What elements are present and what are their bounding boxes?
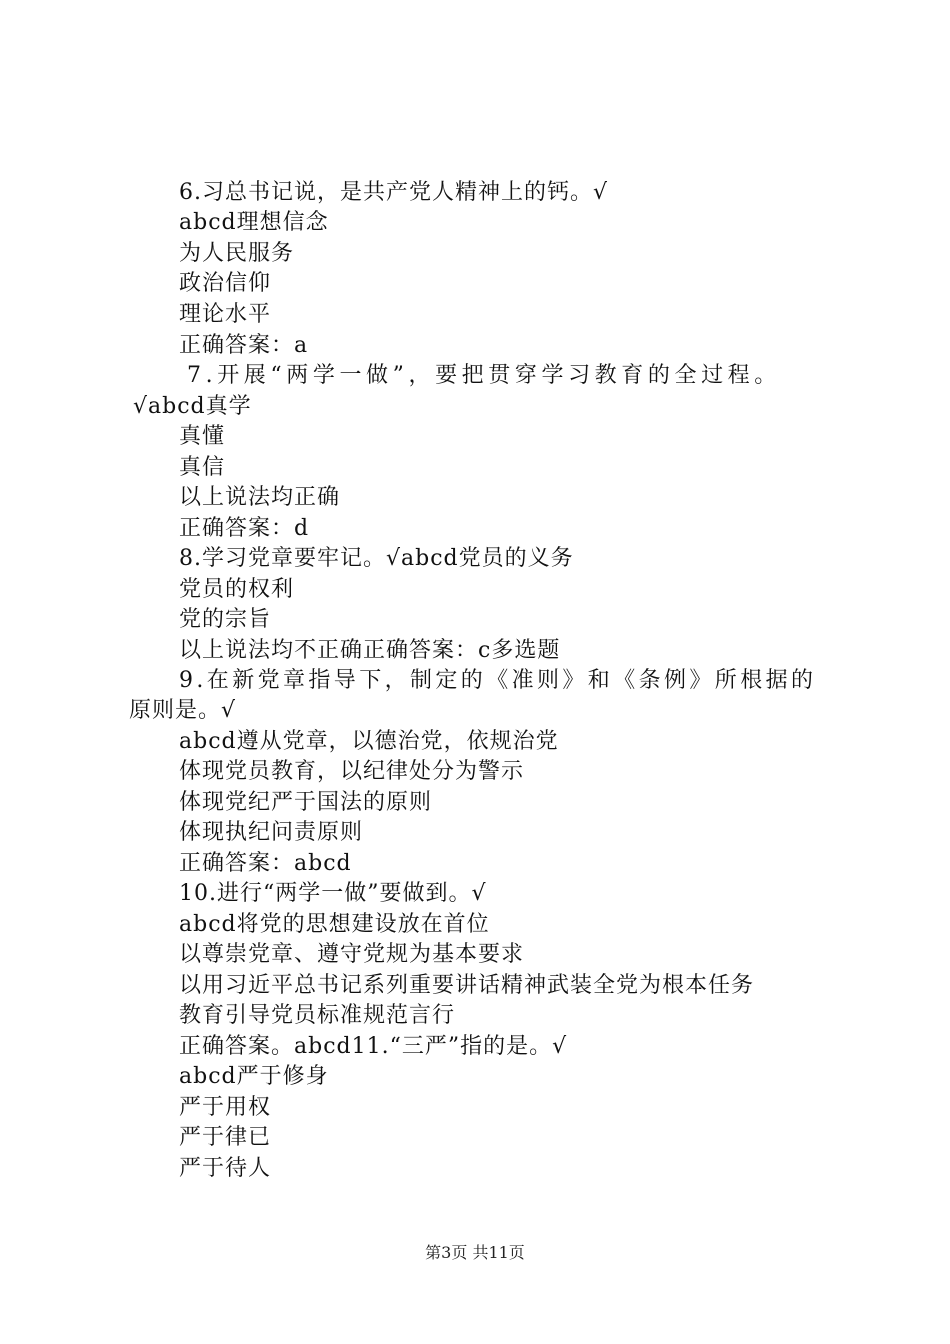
question-6-option-b: 为人民服务 — [179, 241, 295, 266]
question-6-option-a: abcd理想信念 — [179, 210, 329, 235]
question-11-option-b: 严于用权 — [179, 1095, 272, 1120]
question-9-option-d: 体现执纪问责原则 — [179, 820, 364, 845]
question-9-stem: 9.在新党章指导下，制定的《准则》和《条例》所根据的 — [179, 668, 817, 693]
question-10-option-d: 教育引导党员标准规范言行 — [179, 1003, 456, 1028]
question-10-option-b: 以尊崇党章、遵守党规为基本要求 — [179, 942, 525, 967]
question-8-option-c: 党的宗旨 — [179, 607, 272, 632]
question-7-option-c: 真信 — [179, 455, 226, 480]
question-9-option-a: abcd遵从党章，以德治党，依规治党 — [179, 729, 559, 754]
question-7-option-a: √abcd真学 — [133, 394, 252, 419]
question-6-option-c: 政治信仰 — [179, 271, 272, 296]
question-11-option-c: 严于律已 — [179, 1125, 272, 1150]
page-footer: 第3页 共11页 — [425, 1243, 525, 1262]
question-8-option-b: 党员的权利 — [179, 577, 295, 602]
question-8-option-d-answer: 以上说法均不正确正确答案：c多选题 — [179, 638, 561, 663]
question-8-stem: 8.学习党章要牢记。√abcd党员的义务 — [179, 546, 574, 571]
question-9-option-b: 体现党员教育，以纪律处分为警示 — [179, 759, 525, 784]
question-10-option-c: 以用习近平总书记系列重要讲话精神武装全党为根本任务 — [179, 973, 755, 998]
question-6-answer: 正确答案：a — [179, 333, 309, 358]
question-7-option-b: 真懂 — [179, 424, 226, 449]
question-10-option-a: abcd将党的思想建设放在首位 — [179, 912, 490, 937]
question-10-stem: 10.进行“两学一做”要做到。√ — [179, 881, 487, 906]
question-10-answer-question-11-stem: 正确答案。abcd11.“三严”指的是。√ — [179, 1034, 568, 1059]
question-9-stem-continued: 原则是。√ — [129, 698, 237, 723]
question-11-option-a: abcd严于修身 — [179, 1064, 329, 1089]
question-6-option-d: 理论水平 — [179, 302, 272, 327]
question-9-answer: 正确答案：abcd — [179, 851, 352, 876]
question-7-answer: 正确答案：d — [179, 516, 310, 541]
question-6-stem: 6.习总书记说，是共产党人精神上的钙。√ — [179, 180, 609, 205]
question-7-option-d: 以上说法均正确 — [179, 485, 341, 510]
question-9-option-c: 体现党纪严于国法的原则 — [179, 790, 433, 815]
question-11-option-d: 严于待人 — [179, 1156, 272, 1181]
question-7-stem: 7.开展“两学一做”，要把贯穿学习教育的全过程。 — [187, 363, 781, 388]
